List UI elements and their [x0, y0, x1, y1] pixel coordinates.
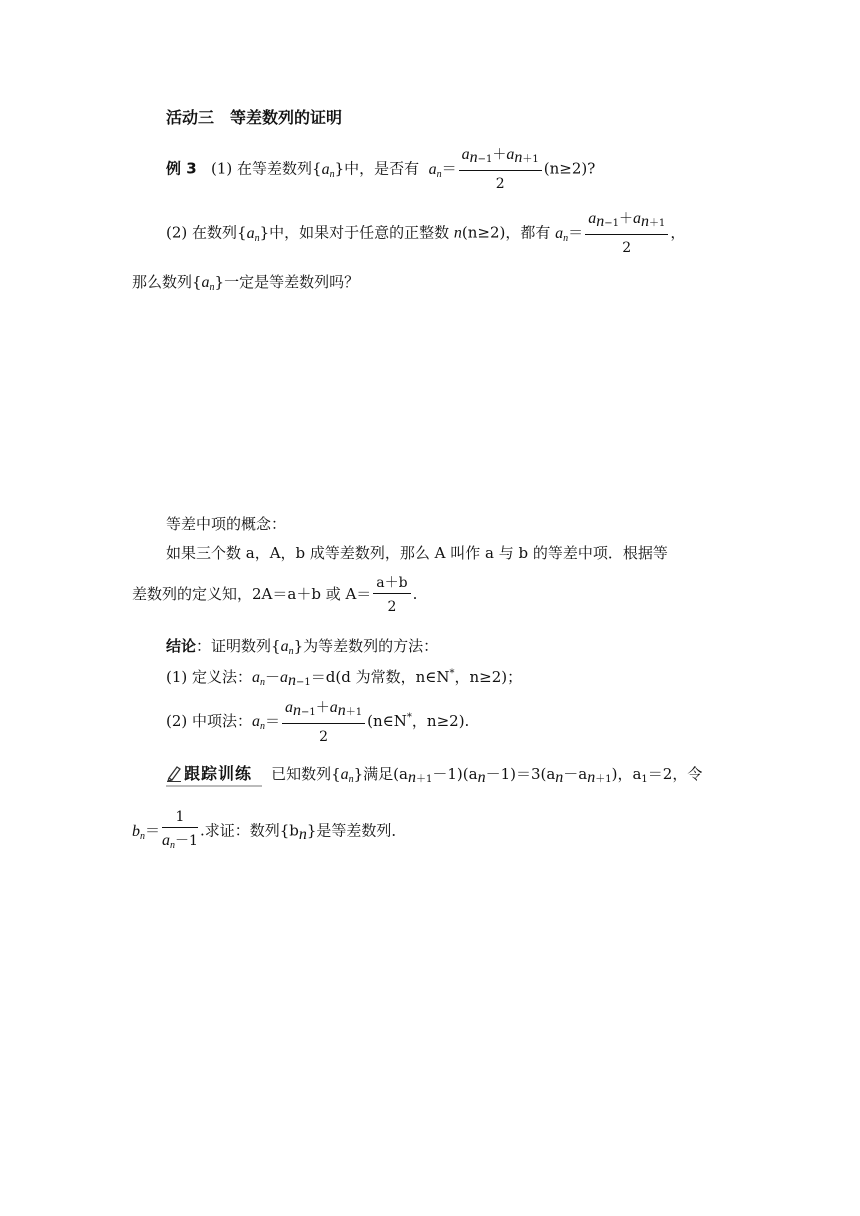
concept-line-2: 差数列的定义知，2A＝a＋b 或 A＝ $\frac{a+b}{2}$ . — [132, 575, 418, 615]
training-label: 跟踪训练 — [184, 764, 253, 783]
midterm-fraction: $\frac{a_{n-1}+a_{n+1}}{2}$ — [459, 146, 542, 193]
concept-line-1: 如果三个数 a，A，b 成等差数列，那么 A 叫作 a 与 b 的等差中项．根据等 — [166, 544, 668, 562]
pencil-icon — [166, 764, 182, 782]
training-label-underline — [166, 785, 262, 787]
concept-heading: 等差中项的概念： — [166, 515, 287, 533]
conclusion-heading: 结论：证明数列$\{a_n\}$为等差数列的方法： — [166, 637, 439, 657]
midterm-fraction-2: $\frac{a_{n-1}+a_{n+1}}{2}$ — [585, 210, 668, 257]
section-title: 活动三 等差数列的证明 — [166, 108, 343, 127]
training-line-1: 跟踪训练 已知数列$\{a_n\}$满足$(a_{n+1}-1)(a_n-1)=3(a_n-a_{n+1})$，$a_1=2$，令 — [166, 764, 702, 790]
method-midterm: (2) 中项法：$a_n=$ $\frac{a_{n-1}+a_{n+1}}{2}$ (n∈N*，n≥2). — [166, 698, 470, 745]
part-1-number: (1) — [210, 159, 233, 178]
method-definition: (1) 定义法：$a_n-a_{n-1}=d(d$ 为常数，n∈N*，n≥2)； — [166, 668, 523, 689]
example-part-2-line-2: 那么数列$\{a_n\}$一定是等差数列吗？ — [132, 273, 360, 293]
part-2-text-c: (n≥2)，都有 — [461, 223, 551, 242]
part-1-tail: (n≥2)? — [543, 159, 596, 178]
example-label: 例 3 — [166, 159, 197, 178]
example-part-1: 例 3 (1) 在等差数列$\{a_n\}$中，是否有 $a_n=$ $\frac{a_{n-1}+a_{n+1}}{2}$ (n≥2)? — [166, 146, 596, 192]
part-1-text-a: 在等差数列{ — [237, 159, 322, 178]
training-fraction: $\frac{1}{a_n-1}$ — [162, 809, 198, 851]
part-2-text-b: }中，如果对于任意的正整数 — [259, 223, 450, 242]
training-line-2: $b_n=$ $\frac{1}{a_n-1}$ .求证：数列$\{b_n\}$是等差数列． — [132, 808, 406, 852]
conclusion-label: 结论 — [166, 637, 197, 655]
part-2-text-a: 在数列{ — [192, 223, 247, 242]
part-1-text-b: }中，是否有 — [334, 159, 420, 178]
part-2-number: (2) — [166, 223, 188, 242]
concept-fraction: $\frac{a+b}{2}$ — [373, 574, 410, 616]
example-part-2: (2) 在数列$\{a_n\}$中，如果对于任意的正整数 n(n≥2)，都有 $a_n=$ $\frac{a_{n-1}+a_{n+1}}{2}$ ， — [166, 210, 686, 256]
method-fraction: $\frac{a_{n-1}+a_{n+1}}{2}$ — [282, 699, 365, 746]
